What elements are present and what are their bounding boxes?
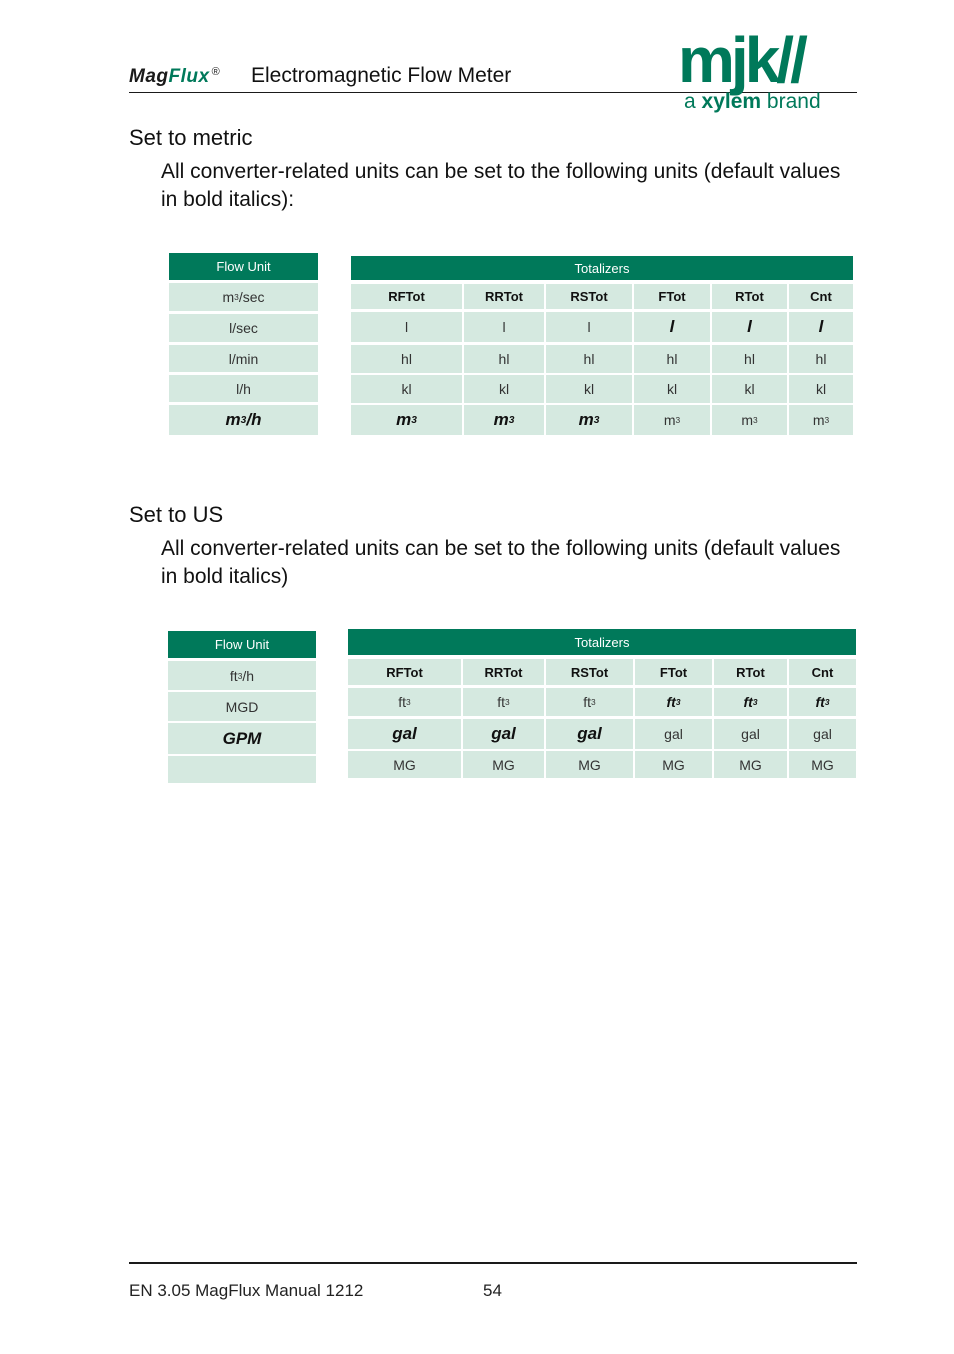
totalizer-column-header: RFTot: [351, 284, 462, 309]
totalizer-cell: MG: [635, 751, 712, 778]
totalizer-cell: kl: [546, 375, 632, 403]
totalizer-cell: hl: [634, 345, 710, 373]
totalizer-cell: hl: [546, 345, 632, 373]
totalizer-column-header: RSTot: [546, 659, 633, 685]
flow-unit-cell: l/sec: [169, 314, 318, 342]
totalizer-cell: l: [351, 312, 462, 342]
logo-tagline: a xylem brand: [684, 90, 821, 113]
totalizer-cell: MG: [463, 751, 544, 778]
us-heading: Set to US: [129, 502, 224, 527]
totalizer-cell: m 3: [464, 405, 544, 435]
flow-unit-cell: m 3 /sec: [169, 283, 318, 311]
totalizer-cell: MG: [348, 751, 461, 778]
totalizer-cell: MG: [714, 751, 787, 778]
totalizer-cell: MG: [546, 751, 633, 778]
totalizer-cell: hl: [351, 345, 462, 373]
flow-unit-cell: MGD: [168, 692, 316, 721]
totalizer-cell: gal: [635, 719, 712, 749]
footer-divider: [129, 1262, 857, 1264]
flow-unit-cell: [168, 756, 316, 783]
metric-description: All converter-related units can be set to the following units (default values in bold italics):: [161, 160, 841, 211]
us-description: All converter-related units can be set to the following units (default values in bold italics): [161, 537, 841, 588]
totalizer-cell: gal: [789, 719, 856, 749]
totalizer-cell: ft 3: [348, 688, 461, 716]
mjk-xylem-logo: [678, 24, 858, 114]
totalizer-cell: ft 3: [714, 688, 787, 716]
totalizer-column-header: RRTot: [464, 284, 544, 309]
flow-unit-cell: GPM: [168, 723, 316, 754]
totalizer-column-header: RTot: [712, 284, 787, 309]
totalizer-cell: l: [546, 312, 632, 342]
totalizer-cell: hl: [712, 345, 787, 373]
footer-doc-ref: EN 3.05 MagFlux Manual 1212: [129, 1281, 364, 1300]
totalizer-column-header: RFTot: [348, 659, 461, 685]
totalizer-cell: ft 3: [463, 688, 544, 716]
totalizer-cell: kl: [464, 375, 544, 403]
totalizer-cell: l: [634, 312, 710, 342]
totalizers-header: Totalizers: [351, 256, 853, 280]
totalizer-cell: m 3: [634, 405, 710, 435]
flow-unit-header: Flow Unit: [168, 631, 316, 658]
magflux-brand: MagFlux ®: [129, 66, 221, 87]
totalizer-cell: kl: [712, 375, 787, 403]
totalizer-cell: kl: [351, 375, 462, 403]
totalizer-cell: m 3: [712, 405, 787, 435]
totalizer-column-header: FTot: [635, 659, 712, 685]
totalizer-cell: gal: [463, 719, 544, 749]
totalizer-cell: hl: [464, 345, 544, 373]
totalizer-column-header: RTot: [714, 659, 787, 685]
totalizer-cell: m 3: [546, 405, 632, 435]
totalizer-cell: m 3: [789, 405, 853, 435]
totalizer-cell: kl: [789, 375, 853, 403]
totalizer-column-header: RSTot: [546, 284, 632, 309]
totalizer-cell: hl: [789, 345, 853, 373]
totalizer-cell: ft 3: [789, 688, 856, 716]
totalizer-cell: MG: [789, 751, 856, 778]
flow-unit-cell: m 3 /h: [169, 405, 318, 435]
totalizer-cell: gal: [348, 719, 461, 749]
totalizer-cell: ft 3: [635, 688, 712, 716]
totalizer-cell: gal: [546, 719, 633, 749]
totalizer-column-header: FTot: [634, 284, 710, 309]
totalizer-cell: ft 3: [546, 688, 633, 716]
totalizer-cell: gal: [714, 719, 787, 749]
flow-unit-cell: l/h: [169, 375, 318, 402]
flow-unit-cell: ft 3 /h: [168, 661, 316, 690]
totalizer-column-header: RRTot: [463, 659, 544, 685]
totalizer-cell: m 3: [351, 405, 462, 435]
flow-unit-cell: l/min: [169, 345, 318, 372]
totalizer-column-header: Cnt: [789, 284, 853, 309]
flow-unit-header: Flow Unit: [169, 253, 318, 280]
totalizer-cell: l: [464, 312, 544, 342]
metric-heading: Set to metric: [129, 125, 253, 150]
totalizer-cell: l: [789, 312, 853, 342]
page-number: 54: [483, 1281, 502, 1300]
totalizer-column-header: Cnt: [789, 659, 856, 685]
document-title: Electromagnetic Flow Meter: [251, 64, 512, 87]
totalizer-cell: l: [712, 312, 787, 342]
totalizers-header: Totalizers: [348, 629, 856, 655]
totalizer-cell: kl: [634, 375, 710, 403]
logo-word: mjk//: [678, 24, 804, 96]
